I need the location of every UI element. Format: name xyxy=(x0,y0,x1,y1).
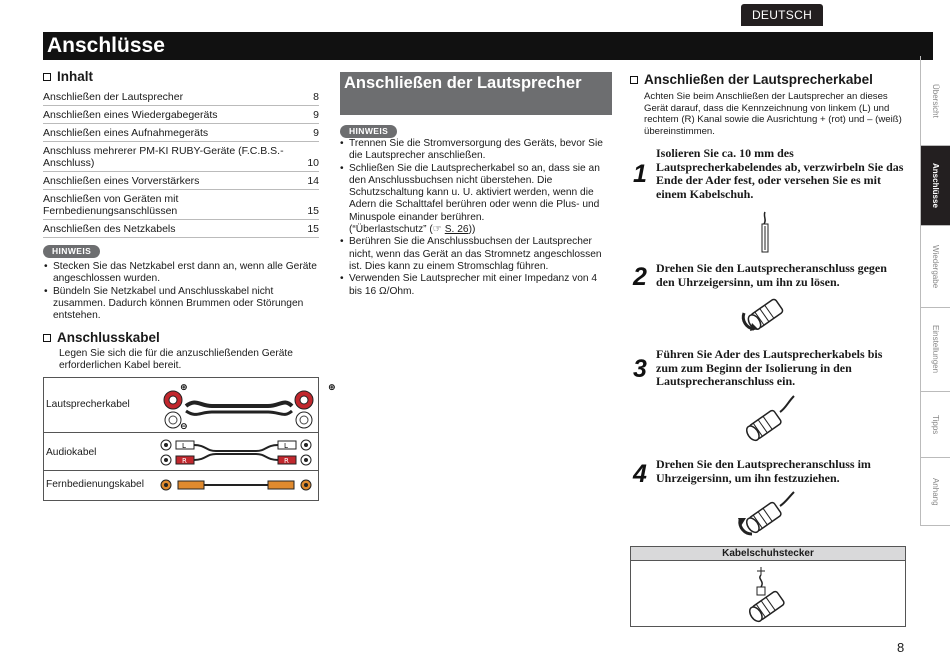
step-text: Führen Sie Ader des Lautsprecherkabels bis zum zum Beginn der Isolierung in den Lautsprecheranschluss ein. xyxy=(656,347,883,388)
cable-label: Fernbedienungskabel xyxy=(46,479,144,490)
toc-row[interactable]: Anschließen der Lautsprecher 8 xyxy=(43,88,319,106)
wire-insert-illustration xyxy=(736,394,800,446)
side-nav-label: Übersicht xyxy=(931,83,940,118)
step-number: 2 xyxy=(633,263,647,291)
side-nav xyxy=(920,56,950,526)
list-item: • Stecken Sie das Netzkabel erst dann an, wenn alle Geräte angeschlossen wurden. xyxy=(44,261,317,285)
remote-cable-illustration xyxy=(156,471,316,500)
list-item: • Trennen Sie die Stromversorgung des Geräts, bevor Sie die Lautsprecher anschließen. xyxy=(340,138,603,162)
plug-letter: R xyxy=(284,457,289,465)
toc-row[interactable]: Anschließen eines Vorverstärkers 14 xyxy=(43,172,319,190)
toc-row[interactable]: Anschluss mehrerer PM-KI RUBY-Geräte (F.C.B.S.-Anschluss) 10 xyxy=(43,142,319,172)
side-nav-label: Anschlüsse xyxy=(931,163,940,208)
svg-text:⊖: ⊖ xyxy=(180,422,188,432)
toc-row[interactable]: Anschließen eines Aufnahmegeräts 9 xyxy=(43,124,319,142)
page-title: Anschlüsse xyxy=(43,32,933,60)
hinweis-list xyxy=(340,138,612,298)
checkbox-square-icon xyxy=(630,76,638,84)
svg-text:⊕: ⊕ xyxy=(328,383,336,393)
list-item: • Bündeln Sie Netzkabel und Anschlusskabel nicht zusammen. Dadurch können Brummen oder Störungen entstehen. xyxy=(44,285,304,322)
list-item: • Verwenden Sie Lautsprecher mit einer Impedanz von 4 bis 16 Ω/Ohm. xyxy=(340,273,598,297)
anschlusskabel-intro: Legen Sie sich die für die anzuschließenden Geräte erforderlichen Kabel bereit. xyxy=(59,348,293,372)
list-item: (“Überlastschutz” (☞ S. 26)) xyxy=(349,224,476,236)
cable-row-remote xyxy=(44,471,318,500)
inhalt-heading: Inhalt xyxy=(43,69,93,84)
side-nav-label: Wiedergabe xyxy=(931,244,940,289)
reference-icon: ☞ xyxy=(432,224,442,236)
checkbox-square-icon xyxy=(43,73,51,81)
side-nav-uebersicht[interactable] xyxy=(921,56,950,146)
toc-row[interactable]: Anschließen von Geräten mit Fernbedienungsanschlüssen 15 xyxy=(43,190,319,220)
hinweis-badge: HINWEIS xyxy=(43,245,100,258)
checkbox-square-icon xyxy=(43,334,51,342)
lautsprecherkabel-intro: Achten Sie beim Anschließen der Lautsprecher an dieses Gerät darauf, dass die Kennzeichnung von linkem (L) und rechtem (R) Kanal sowie die Ausrichtung + (rot) und – (weiß) übereinstimmen. xyxy=(644,91,902,137)
anschlusskabel-heading: Anschlusskabel xyxy=(43,330,160,345)
plug-letter: L xyxy=(182,442,186,450)
hinweis-badge: HINWEIS xyxy=(340,125,397,138)
terminal-tighten-illustration xyxy=(736,490,800,538)
svg-text:⊕: ⊕ xyxy=(180,383,188,393)
cable-label: Lautsprecherkabel xyxy=(46,399,130,410)
side-nav-label: Tipps xyxy=(931,414,940,435)
terminal-loosen-illustration xyxy=(738,293,794,335)
audio-cable-illustration xyxy=(156,433,316,471)
step-text: Drehen Sie den Lautsprecheranschluss im Uhrzeigersinn, um ihn festzuziehen. xyxy=(656,457,871,485)
spade-lug-illustration xyxy=(739,565,799,625)
cable-row-speaker xyxy=(44,378,336,433)
side-nav-label: Anhang xyxy=(931,477,940,506)
side-nav-anschluesse[interactable] xyxy=(921,146,950,226)
plug-letter: L xyxy=(284,442,288,450)
side-nav-label: Einstellungen xyxy=(931,325,940,374)
list-item: • Berühren Sie die Anschlussbuchsen der Lautsprecher nicht, wenn das Gerät an das Stromnetz angeschlossen ist. Dies kann zu einem Stromschlag führen. xyxy=(340,236,602,272)
toc-row[interactable]: Anschließen des Netzkabels 15 xyxy=(43,220,319,238)
step-text: Isolieren Sie ca. 10 mm des Lautsprecherkabelendes ab, verzwirbeln Sie das Ende der Ader fest, oder versehen Sie es mit einem Kabelschuh. xyxy=(656,146,904,201)
cable-row-audio xyxy=(44,433,318,471)
hinweis-list xyxy=(44,261,320,322)
page-reference-link[interactable]: S. 26 xyxy=(444,224,469,236)
step-number: 4 xyxy=(633,460,647,488)
kabelschuh-box xyxy=(630,546,906,627)
step-number: 1 xyxy=(633,160,647,188)
side-nav-einstellungen[interactable] xyxy=(921,308,950,392)
language-tab[interactable]: DEUTSCH xyxy=(741,4,823,26)
side-nav-tipps[interactable] xyxy=(921,392,950,458)
step-number: 3 xyxy=(633,355,647,383)
side-nav-anhang[interactable] xyxy=(921,458,950,526)
plug-letter: R xyxy=(182,457,187,465)
section-heading-lautsprecher: Anschließen der Lautsprecher xyxy=(340,72,612,115)
kabelschuh-title: Kabelschuhstecker xyxy=(631,547,905,561)
toc-row[interactable]: Anschließen eines Wiedergabegeräts 9 xyxy=(43,106,319,124)
page-number: 8 xyxy=(897,640,905,655)
speaker-cable-illustration xyxy=(156,378,336,433)
stripped-wire-illustration xyxy=(755,210,775,254)
step-text: Drehen Sie den Lautsprecheranschluss gegen den Uhrzeigersinn, um ihn zu lösen. xyxy=(656,261,887,289)
side-nav-wiedergabe[interactable] xyxy=(921,226,950,308)
list-item: • Schließen Sie die Lautsprecherkabel so an, dass sie an den Anschlussbuchsen nicht überstehen. Die Schutzschaltung kann u. U. aktiviert werden, wenn die Adern die Schalttafel berühren oder wenn die Plus- und Minuspole einander berühren. xyxy=(340,162,600,223)
cable-table xyxy=(43,377,336,501)
cable-label: Audiokabel xyxy=(46,447,97,458)
table-of-contents xyxy=(43,88,319,238)
lautsprecherkabel-heading: Anschließen der Lautsprecherkabel xyxy=(630,72,873,87)
